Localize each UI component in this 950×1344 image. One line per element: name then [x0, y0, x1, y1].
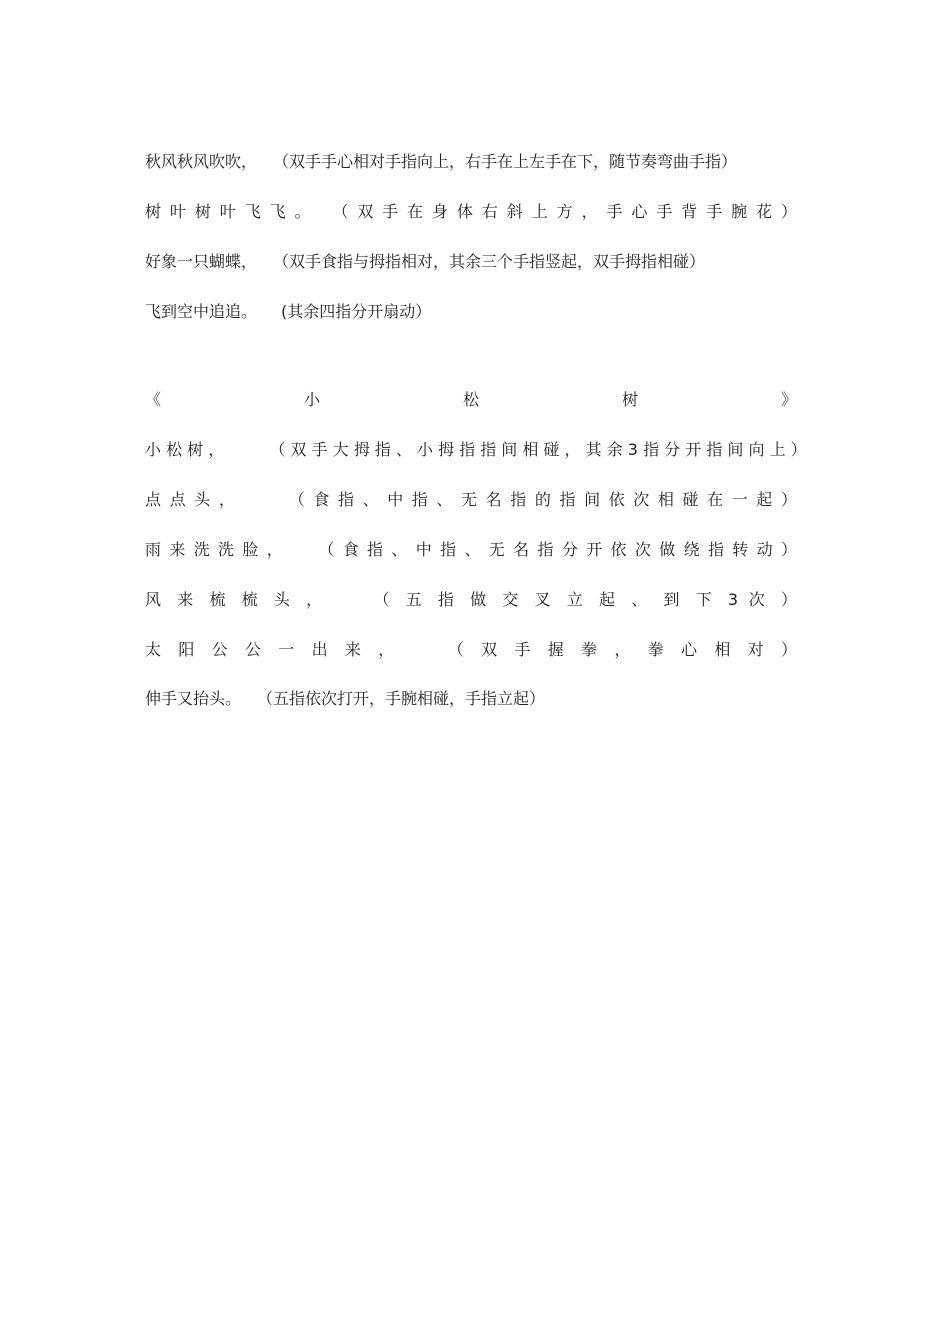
poem-line-3: 雨 来 洗 洗 脸 ， （ 食 指 、 中 指 、 无 名 指 分 开 依 次 做 绕 指 转 动 ）	[145, 540, 797, 559]
poem-line-5: 太 阳 公 公 一 出 来 ， （ 双 手 握 拳 ， 拳 心 相 对 ）	[145, 640, 797, 659]
verse-line-1: 秋风秋风吹吹， （双手手心相对手指向上，右手在上左手在下，随节奏弯曲手指）	[145, 152, 738, 171]
poem-title: 《 小 松 树 》	[145, 390, 797, 409]
poem-line-2: 点 点 头 ， （ 食 指 、 中 指 、 无 名 指 的 指 间 依 次 相 碰 在 一 起 ）	[145, 490, 797, 509]
poem-line-6: 伸手又抬头。 （五指依次打开，手腕相碰，手指立起）	[145, 689, 546, 708]
verse-line-3: 好象一只蝴蝶， （双手食指与拇指相对，其余三个手指竖起，双手拇指相碰）	[145, 252, 706, 271]
verse-line-4: 飞到空中追追。 (其余四指分开扇动）	[145, 302, 432, 321]
poem-line-4: 风 来 梳 梳 头 ， （ 五 指 做 交 叉 立 起 、 到 下 3 次 ）	[145, 590, 797, 609]
poem-line-1: 小 松 树 ， （ 双 手 大 拇 指 、 小 拇 指 指 间 相 碰 ， 其 余 3 指 分 开 指 间 向 上 ）	[145, 440, 807, 459]
verse-line-2: 树 叶 树 叶 飞 飞 。 （ 双 手 在 身 体 右 斜 上 方 ， 手 心 手 背 手 腕 花 ）	[145, 202, 797, 221]
